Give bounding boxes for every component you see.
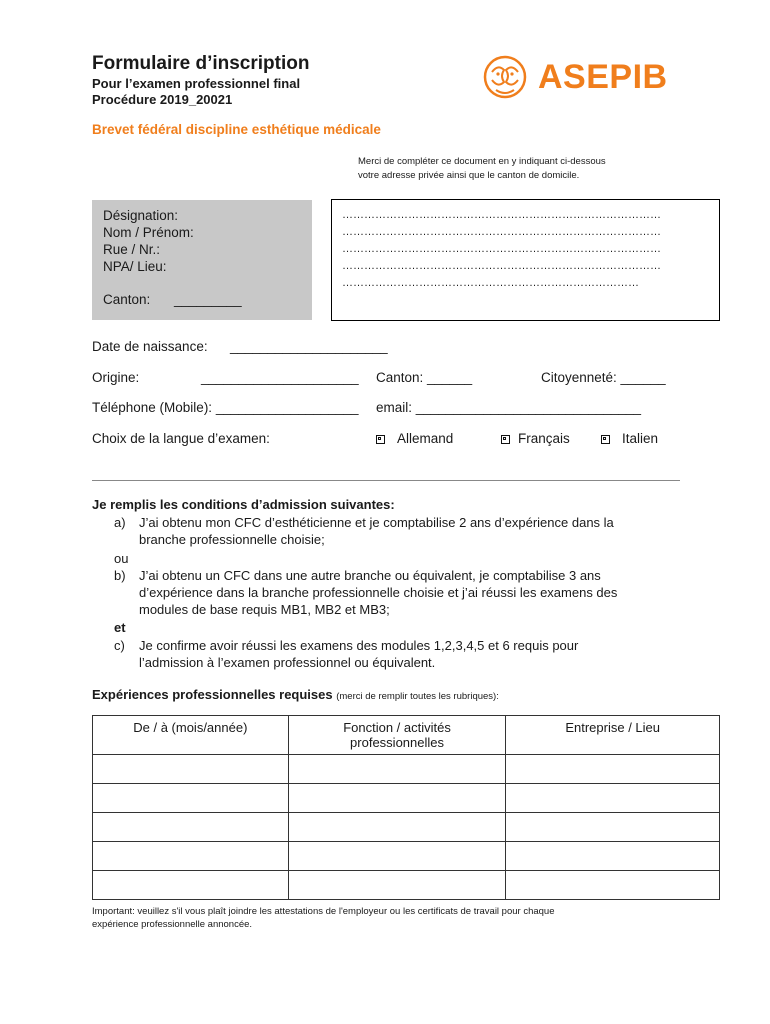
condition-c <box>139 637 578 671</box>
language-label: Choix de la langue d’examen: <box>92 431 270 446</box>
table-cell[interactable] <box>93 871 289 900</box>
phone-field[interactable]: Téléphone (Mobile): ___________________ <box>92 400 359 415</box>
subtitle-exam: Pour l’examen professionnel final <box>92 76 301 91</box>
condition-text: modules de base requis MB1, MB2 et MB3; <box>139 602 390 617</box>
table-cell[interactable] <box>506 784 720 813</box>
table-cell[interactable] <box>288 755 506 784</box>
canton-line[interactable]: _________ <box>174 292 242 307</box>
origin-label: Origine: <box>92 370 140 385</box>
checkbox-icon[interactable] <box>601 435 610 444</box>
subtitle-procedure: Procédure 2019_20021 <box>92 92 233 107</box>
condition-text: Je confirme avoir réussi les examens des modules 1,2,3,4,5 et 6 requis pour <box>139 638 579 653</box>
email-field[interactable]: email: ______________________________ <box>376 400 642 415</box>
birthdate-field[interactable]: _____________________ <box>230 339 388 354</box>
condition-text: J’ai obtenu mon CFC d’esthéticienne et je comptabilise 2 ans d’expérience dans la <box>139 515 614 530</box>
col-function-line: Fonction / activités <box>343 720 451 735</box>
table-cell[interactable] <box>93 784 289 813</box>
table-row <box>93 784 720 813</box>
identity-label-box <box>92 200 312 320</box>
table-cell[interactable] <box>288 813 506 842</box>
condition-text: branche professionnelle choisie; <box>139 532 325 547</box>
address-line[interactable]: …………………………………………………………………………… <box>342 260 661 272</box>
option-label: Français <box>518 431 570 446</box>
form-subtitle <box>92 76 300 108</box>
name-label: Nom / Prénom: <box>103 225 194 240</box>
citizenship-field[interactable]: Citoyenneté: ______ <box>541 370 666 385</box>
street-label: Rue / Nr.: <box>103 242 161 257</box>
canton-label: Canton: <box>103 292 151 307</box>
designation-label: Désignation: <box>103 208 179 223</box>
table-row <box>93 755 720 784</box>
asepib-logo <box>482 52 694 102</box>
origin-field[interactable]: _____________________ <box>201 370 359 385</box>
note-line: Merci de compléter ce document en y indiquant ci-dessous <box>358 156 606 167</box>
address-line[interactable]: …………………………………………………………………………… <box>342 209 661 221</box>
table-row <box>93 871 720 900</box>
birthdate-label: Date de naissance: <box>92 339 208 354</box>
condition-b <box>139 567 617 618</box>
faces-emblem-icon <box>482 54 528 100</box>
experience-note: (merci de remplir toutes les rubriques): <box>336 691 499 702</box>
table-row <box>93 842 720 871</box>
col-function-line: professionnelles <box>350 735 444 750</box>
note-line: votre adresse privée ainsi que le canton de domicile. <box>358 170 580 181</box>
condition-text: d’expérience dans la branche professionnelle choisie et j’ai réussi les examens des <box>139 585 618 600</box>
language-option-french[interactable] <box>501 431 570 446</box>
checkbox-icon[interactable] <box>376 435 385 444</box>
col-dates: De / à (mois/année) <box>93 716 289 755</box>
footer-line: Important: veuillez s'il vous plaît joindre les attestations de l'employeur ou les certificats de travail pour chaque <box>92 906 555 917</box>
checkbox-icon[interactable] <box>501 435 510 444</box>
table-cell[interactable] <box>93 755 289 784</box>
conditions-title: Je remplis les conditions d’admission suivantes: <box>92 497 395 512</box>
language-option-italian[interactable] <box>601 431 658 446</box>
address-line[interactable]: ……………………………………………………………………… <box>342 277 639 289</box>
experience-heading: Expériences professionnelles requises <box>92 687 333 702</box>
condition-marker: b) <box>114 568 126 583</box>
table-cell[interactable] <box>288 842 506 871</box>
form-title: Formulaire d’inscription <box>92 53 310 74</box>
address-line[interactable]: …………………………………………………………………………… <box>342 226 661 238</box>
table-cell[interactable] <box>506 842 720 871</box>
condition-a <box>139 514 614 548</box>
footer-note <box>92 905 692 931</box>
address-entry-box[interactable] <box>331 199 720 321</box>
logo-text: ASEPIB <box>538 57 668 96</box>
table-cell[interactable] <box>93 813 289 842</box>
experience-table <box>92 715 720 900</box>
footer-line: expérience professionnelle annoncée. <box>92 919 253 930</box>
npa-label: NPA/ Lieu: <box>103 259 167 274</box>
col-function <box>288 716 506 755</box>
table-cell[interactable] <box>288 871 506 900</box>
table-row <box>93 813 720 842</box>
col-company: Entreprise / Lieu <box>506 716 720 755</box>
condition-marker: c) <box>114 638 125 653</box>
condition-marker: a) <box>114 515 126 530</box>
experience-title <box>92 687 499 702</box>
brevet-title: Brevet fédéral discipline esthétique médicale <box>92 122 381 137</box>
table-cell[interactable] <box>506 813 720 842</box>
section-divider <box>92 480 680 481</box>
table-cell[interactable] <box>288 784 506 813</box>
table-cell[interactable] <box>506 755 720 784</box>
condition-text: J’ai obtenu un CFC dans une autre branche ou équivalent, je comptabilise 3 ans <box>139 568 601 583</box>
canton-field[interactable]: Canton: ______ <box>376 370 473 385</box>
address-line[interactable]: …………………………………………………………………………… <box>342 243 661 255</box>
option-label: Italien <box>622 431 659 446</box>
option-label: Allemand <box>397 431 454 446</box>
or-connector: ou <box>114 551 129 566</box>
language-option-german[interactable] <box>376 431 453 446</box>
table-cell[interactable] <box>93 842 289 871</box>
and-connector: et <box>114 620 126 635</box>
table-header-row <box>93 716 720 755</box>
table-cell[interactable] <box>506 871 720 900</box>
condition-text: l’admission à l’examen professionnel ou équivalent. <box>139 655 436 670</box>
address-note <box>358 155 698 183</box>
